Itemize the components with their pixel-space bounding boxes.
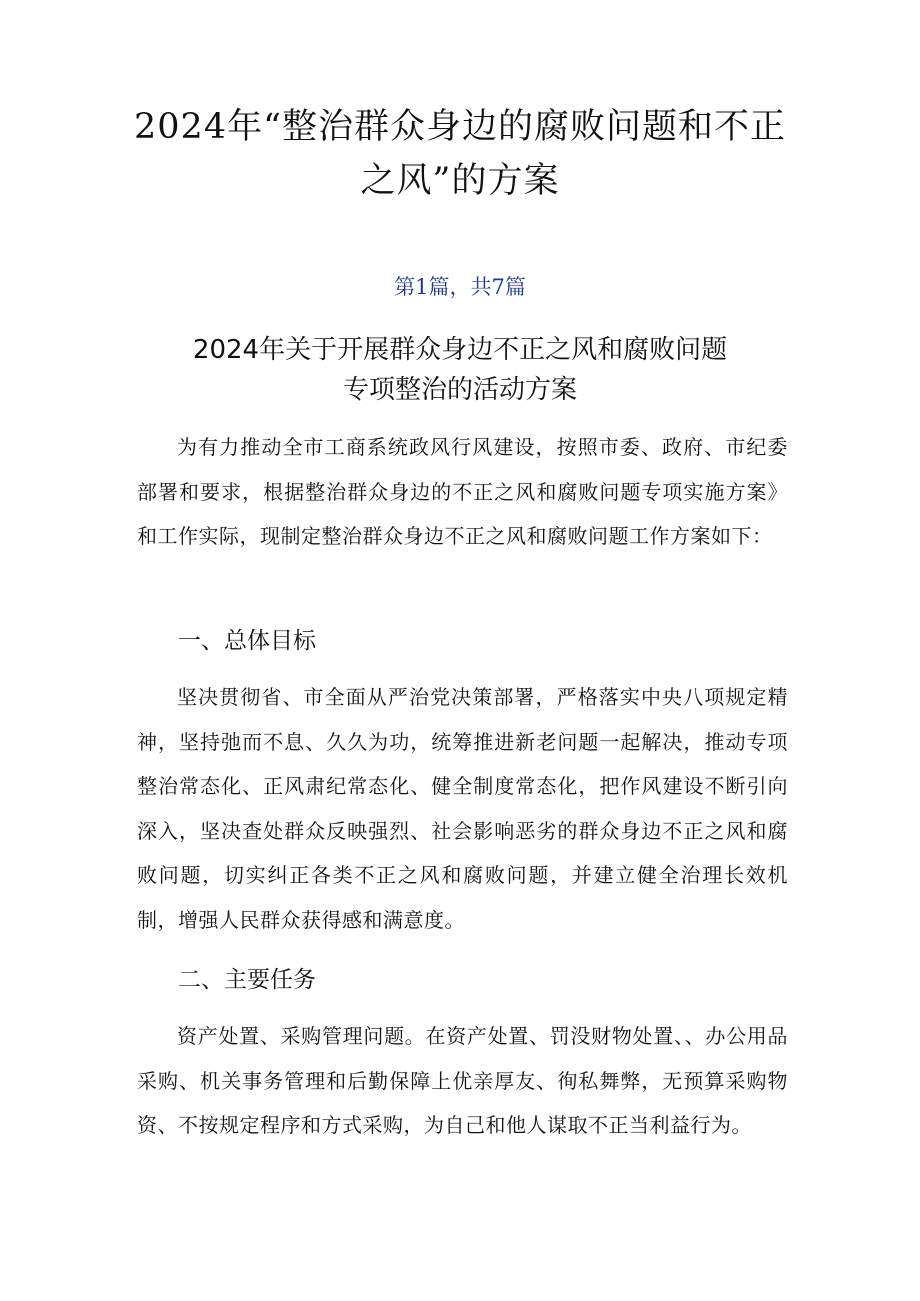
section-heading-overall-goal: 一、总体目标 <box>178 628 316 654</box>
document-title-line-1: 2024年“整治群众身边的腐败问题和不正 <box>134 107 786 147</box>
document-title-line-2: 之风”的方案 <box>360 161 560 201</box>
document-title <box>120 100 800 208</box>
part-indicator: 第1篇，共7篇 <box>394 275 526 299</box>
document-subtitle-line-1: 2024年关于开展群众身边不正之风和腐败问题 <box>192 335 728 365</box>
section-body-main-tasks: 资产处置、采购管理问题。在资产处置、罚没财物处置、、办公用品采购、机关事务管理和后勤保障上优亲厚友、徇私舞弊，无预算采购物资、不按规定程序和方式采购，为自己和他人谋取不正当利益行为。 <box>137 1024 788 1137</box>
document-subtitle-line-2: 专项整治的活动方案 <box>342 375 577 405</box>
intro-paragraph: 为有力推动全市工商系统政风行风建设，按照市委、政府、市纪委部署和要求，根据整治群众身边的不正之风和腐败问题专项实施方案》和工作实际，现制定整治群众身边不正之风和腐败问题工作方案如下： <box>137 435 788 548</box>
section-heading-main-tasks: 二、主要任务 <box>178 967 316 993</box>
document-subtitle <box>120 330 800 410</box>
section-body-overall-goal: 坚决贯彻省、市全面从严治党决策部署，严格落实中央八项规定精神，坚持弛而不息、久久为功，统筹推进新老问题一起解决，推动专项整治常态化、正风肃纪常态化、健全制度常态化，把作风建设不断引向深入，坚决查处群众反映强烈、社会影响恶劣的群众身边不正之风和腐败问题，切实纠正各类不正之风和腐败问题，并建立健全治理长效机制，增强人民群众获得感和满意度。 <box>137 685 788 932</box>
